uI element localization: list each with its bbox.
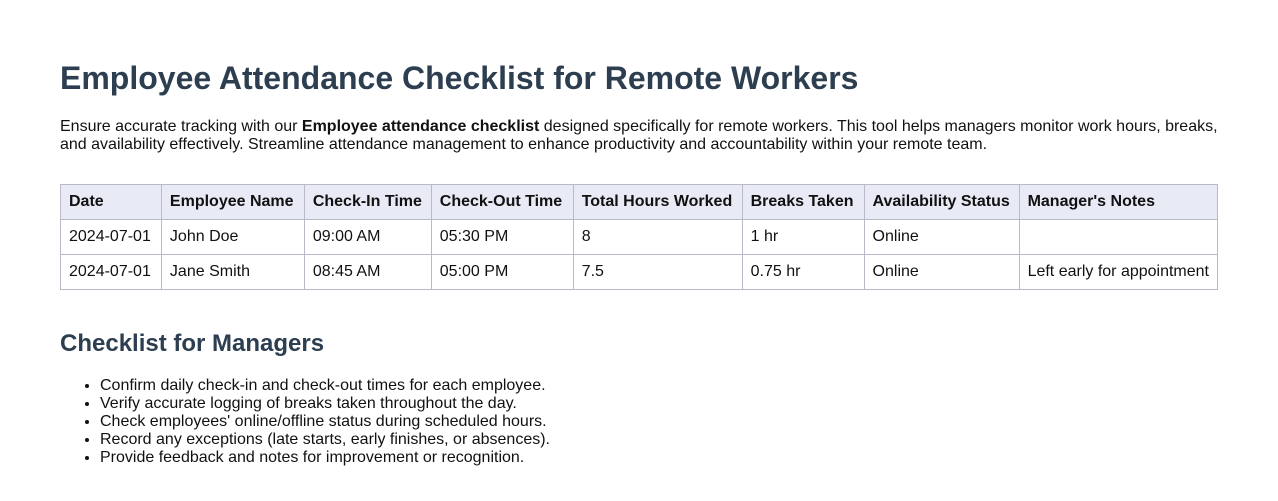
table-header-row (61, 185, 1218, 220)
attendance-table (60, 184, 1218, 290)
checklist-item: • Verify accurate logging of breaks taken throughout the day. (100, 395, 550, 413)
checklist-item: • Record any exceptions (late starts, early finishes, or absences). (100, 431, 550, 449)
checklist-heading: Checklist for Managers (60, 330, 325, 357)
cell-breaks-taken: 1 hr (742, 220, 864, 255)
column-header-total-hours-worked: Total Hours Worked (573, 185, 742, 220)
cell-availability-status: Online (864, 220, 1019, 255)
cell-employee-name: John Doe (161, 220, 304, 255)
intro-text-bold: Employee attendance checklist (301, 118, 540, 135)
page-title: Employee Attendance Checklist for Remote Workers (60, 60, 859, 96)
cell-total-hours-worked: 8 (573, 220, 742, 255)
column-header-check-in-time: Check-In Time (304, 185, 431, 220)
cell-check-in-time: 08:45 AM (304, 255, 431, 290)
table-row (61, 220, 1218, 255)
cell-check-out-time: 05:30 PM (431, 220, 573, 255)
intro-text-after: designed specifically for remote workers. This tool helps managers monitor work hours, breaks, and availability effectively. Streamline attendance management to enhance productivity and accountability within your remote team. (60, 118, 1218, 153)
cell-employee-name: Jane Smith (161, 255, 304, 290)
checklist-item: • Provide feedback and notes for improvement or recognition. (100, 449, 550, 467)
table-row (61, 255, 1218, 290)
cell-date: 2024-07-01 (61, 220, 162, 255)
column-header-check-out-time: Check-Out Time (431, 185, 573, 220)
intro-paragraph (60, 118, 1220, 154)
checklist-list (60, 377, 550, 467)
checklist-item: • Confirm daily check-in and check-out times for each employee. (100, 377, 550, 395)
cell-managers-notes: Left early for appointment (1019, 255, 1217, 290)
column-header-breaks-taken: Breaks Taken (742, 185, 864, 220)
intro-text-before: Ensure accurate tracking with our (60, 118, 302, 135)
checklist-item: • Check employees' online/offline status during scheduled hours. (100, 413, 550, 431)
cell-availability-status: Online (864, 255, 1019, 290)
column-header-employee-name: Employee Name (161, 185, 304, 220)
cell-total-hours-worked: 7.5 (573, 255, 742, 290)
column-header-managers-notes: Manager's Notes (1019, 185, 1217, 220)
cell-check-out-time: 05:00 PM (431, 255, 573, 290)
cell-managers-notes (1019, 220, 1217, 255)
column-header-date: Date (61, 185, 162, 220)
cell-date: 2024-07-01 (61, 255, 162, 290)
cell-check-in-time: 09:00 AM (304, 220, 431, 255)
cell-breaks-taken: 0.75 hr (742, 255, 864, 290)
column-header-availability-status: Availability Status (864, 185, 1019, 220)
